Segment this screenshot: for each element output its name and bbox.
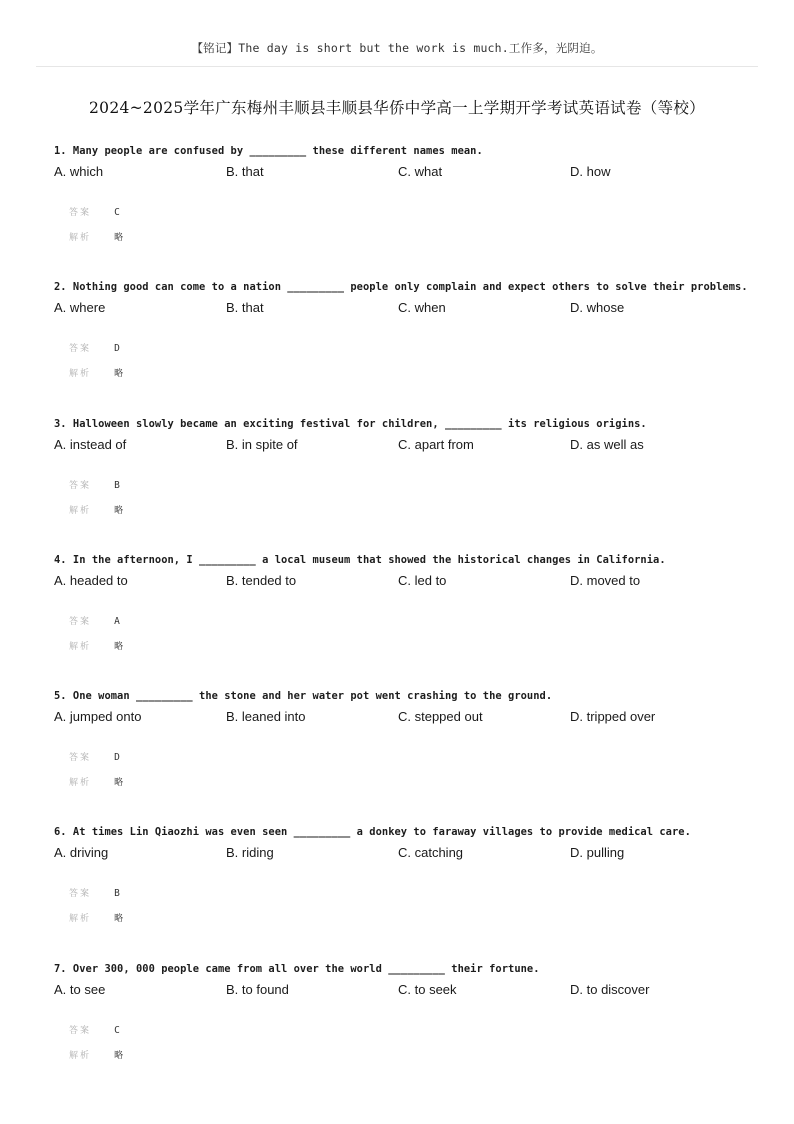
option-d: D. as well as: [570, 436, 644, 452]
option-b: B. that: [226, 300, 264, 316]
question-stem: 5. One woman _________ the stone and her water pot went crashing to the ground.: [54, 690, 553, 703]
answer-value: D: [114, 752, 120, 764]
option-c: C. led to: [398, 572, 447, 588]
analysis-label: 解析: [69, 1050, 92, 1061]
option-a: A. which: [54, 164, 104, 179]
question-3: [54, 418, 754, 554]
analysis-label: 解析: [69, 369, 92, 380]
answer-row: [69, 881, 120, 900]
analysis-value: 略: [114, 914, 124, 925]
answer-row: [69, 473, 120, 491]
question-6: [54, 826, 754, 962]
answer-value: D: [114, 343, 120, 355]
analysis-row: [69, 770, 124, 789]
question-2: [54, 281, 754, 417]
analysis-row: [69, 1043, 124, 1061]
header-motto: 【铭记】The day is short but the work is much.工作多，光阴迫。: [191, 41, 603, 55]
analysis-label: 解析: [69, 914, 92, 925]
option-row: [54, 982, 744, 1000]
option-b: B. leaned into: [226, 709, 306, 725]
answer-value: B: [114, 888, 120, 900]
option-c: C. catching: [398, 845, 464, 861]
analysis-row: [69, 906, 124, 925]
analysis-value: 略: [114, 1050, 124, 1061]
option-row: [54, 845, 744, 863]
option-b: B. to found: [226, 981, 289, 997]
option-c: C. what: [398, 164, 443, 179]
answer-row: [69, 1018, 120, 1036]
option-row: [54, 300, 744, 318]
option-b: B. tended to: [226, 572, 297, 588]
option-b: B. in spite of: [226, 436, 298, 452]
analysis-value: 略: [114, 369, 124, 380]
question-stem: 2. Nothing good can come to a nation _________ people only complain and expect others to solve their problems.: [54, 281, 748, 294]
question-stem: 6. At times Lin Qiaozhi was even seen _________ a donkey to faraway villages to provide medical care.: [54, 826, 691, 839]
option-row: [54, 573, 744, 591]
option-d: D. to discover: [570, 981, 650, 997]
option-d: D. how: [570, 164, 611, 179]
answer-row: [69, 609, 120, 627]
option-row: [54, 437, 744, 455]
question-7: [54, 963, 754, 1099]
analysis-row: [69, 361, 124, 380]
option-d: D. whose: [570, 300, 625, 316]
option-row: [54, 709, 744, 727]
answer-label: 答案: [69, 344, 92, 355]
analysis-label: 解析: [69, 233, 92, 243]
option-c: C. apart from: [398, 436, 474, 452]
option-a: A. headed to: [54, 572, 128, 588]
header-divider: [36, 66, 758, 67]
question-stem: 3. Halloween slowly became an exciting festival for children, _________ its religious origins.: [54, 417, 647, 430]
analysis-row: [69, 498, 124, 516]
option-c: C. stepped out: [398, 709, 483, 725]
option-d: D. moved to: [570, 572, 641, 588]
document-title: 2024~2025学年广东梅州丰顺县丰顺县华侨中学高一上学期开学考试英语试卷（等校）: [89, 99, 705, 117]
option-b: B. that: [226, 164, 264, 179]
answer-value: B: [114, 479, 120, 491]
option-c: C. when: [398, 300, 446, 316]
analysis-label: 解析: [69, 505, 92, 516]
answer-row: [69, 745, 120, 764]
analysis-value: 略: [114, 233, 124, 243]
option-c: C. to seek: [398, 981, 457, 997]
option-d: D. tripped over: [570, 709, 656, 725]
option-d: D. pulling: [570, 845, 625, 861]
analysis-label: 解析: [69, 641, 92, 652]
question-1: [54, 145, 754, 281]
answer-label: 答案: [69, 753, 92, 764]
analysis-row: [69, 634, 124, 652]
answer-label: 答案: [69, 889, 92, 900]
analysis-value: 略: [114, 778, 124, 789]
answer-label: 答案: [69, 208, 92, 218]
answer-value: A: [114, 615, 120, 627]
analysis-row: [69, 225, 124, 243]
answer-label: 答案: [69, 616, 92, 627]
question-5: [54, 690, 754, 826]
option-a: A. instead of: [54, 436, 127, 452]
question-list: [54, 145, 754, 1099]
answer-value: C: [114, 1024, 120, 1036]
analysis-value: 略: [114, 505, 124, 516]
option-a: A. where: [54, 300, 106, 316]
answer-row: [69, 336, 120, 355]
answer-value: C: [114, 207, 120, 218]
question-stem: 4. In the afternoon, I _________ a local museum that showed the historical changes in California.: [54, 553, 666, 566]
option-b: B. riding: [226, 845, 274, 861]
analysis-value: 略: [114, 641, 124, 652]
answer-label: 答案: [69, 1025, 92, 1036]
question-4: [54, 554, 754, 690]
question-stem: 7. Over 300, 000 people came from all over the world _________ their fortune.: [54, 962, 540, 975]
answer-label: 答案: [69, 480, 92, 491]
option-row: [54, 164, 744, 182]
option-a: A. driving: [54, 845, 109, 861]
question-stem: 1. Many people are confused by _________ these different names mean.: [54, 145, 483, 157]
answer-row: [69, 200, 120, 218]
option-a: A. jumped onto: [54, 709, 142, 725]
analysis-label: 解析: [69, 778, 92, 789]
option-a: A. to see: [54, 981, 106, 997]
